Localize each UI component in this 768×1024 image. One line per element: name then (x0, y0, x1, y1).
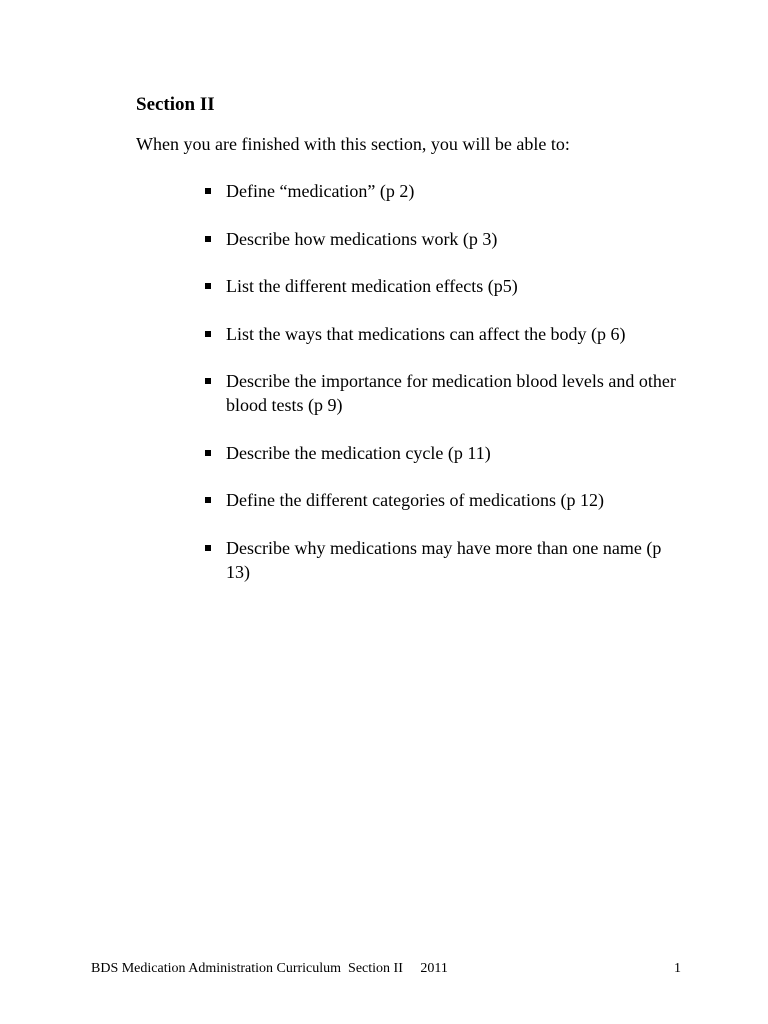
objectives-list (204, 179, 684, 607)
intro-text: When you are finished with this section, you will be able to: (136, 134, 570, 154)
objective-text: Define the different categories of medications (p 12) (226, 490, 605, 510)
objective-text: List the different medication effects (p5) (226, 276, 518, 296)
objective-text: Describe why medications may have more than one name (p 13) (226, 537, 662, 582)
square-bullet-icon (205, 497, 211, 503)
objective-text: Describe how medications work (p 3) (226, 228, 498, 249)
objective-text: Describe the medication cycle (p 11) (226, 442, 491, 463)
list-item (204, 369, 684, 417)
page-number: 1 (674, 961, 681, 976)
list-item (204, 322, 684, 346)
objective-text: Define “medication” (p 2) (226, 181, 415, 201)
objective-text: List the ways that medications can affect the body (p 6) (226, 323, 626, 344)
square-bullet-icon (205, 545, 211, 551)
list-item (204, 179, 684, 203)
square-bullet-icon (205, 450, 211, 456)
square-bullet-icon (205, 283, 211, 289)
list-item (204, 227, 684, 251)
list-item (204, 536, 684, 584)
square-bullet-icon (205, 331, 211, 337)
list-item (204, 441, 684, 465)
square-bullet-icon (205, 188, 211, 194)
list-item (204, 274, 684, 298)
list-item (204, 488, 684, 512)
objective-text: Describe the importance for medication blood levels and other blood tests (p 9) (226, 371, 676, 415)
square-bullet-icon (205, 378, 211, 384)
square-bullet-icon (205, 236, 211, 242)
footer-title: BDS Medication Administration Curriculum Section II 2011 (91, 961, 448, 976)
section-heading: Section II (136, 94, 215, 115)
